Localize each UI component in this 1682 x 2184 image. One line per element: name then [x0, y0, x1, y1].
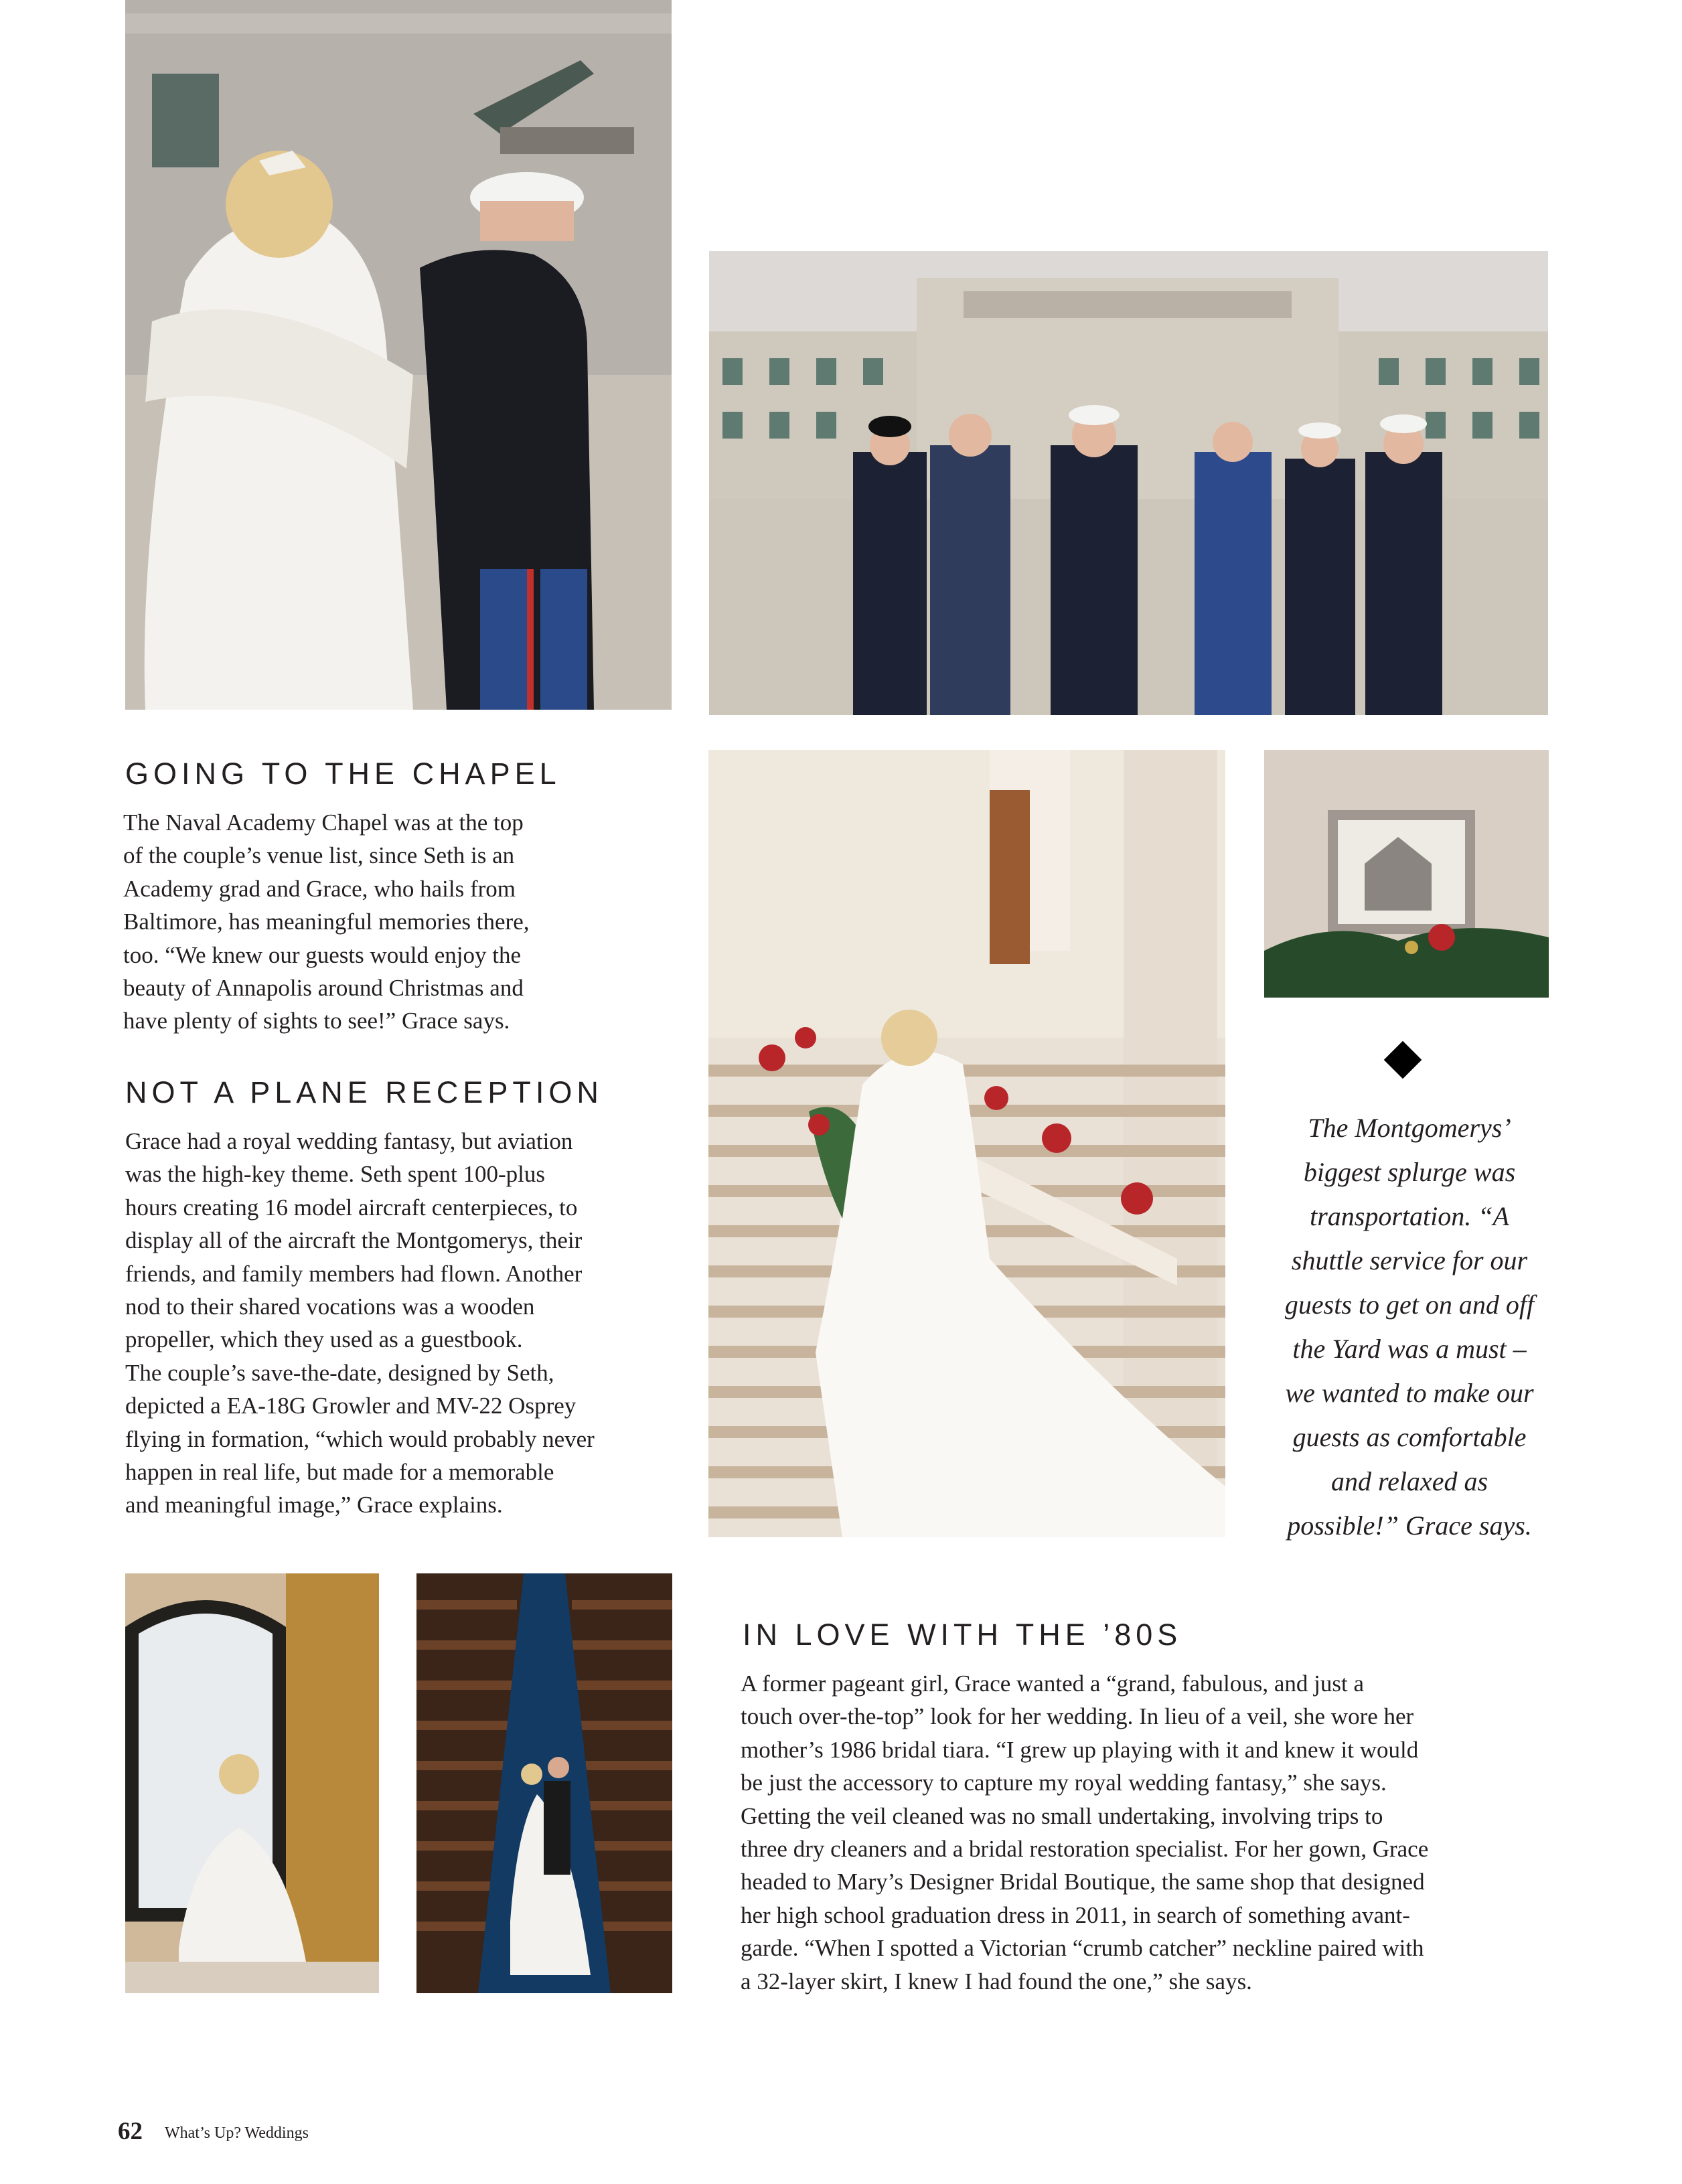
reception-line: happen in real life, but made for a memorable	[125, 1459, 554, 1486]
reception-line: propeller, which they used as a guestbook.	[125, 1326, 523, 1353]
reception-line: nod to their shared vocations was a wooden	[125, 1294, 535, 1320]
pull-quote-line: biggest splurge was	[1303, 1157, 1516, 1187]
eighties-line: A former pageant girl, Grace wanted a “grand, fabulous, and just a	[741, 1670, 1365, 1697]
eighties-line: Getting the veil cleaned was no small undertaking, involving trips to	[741, 1802, 1383, 1829]
pull-quote-line: we wanted to make our	[1285, 1378, 1534, 1408]
pull-quote-line: shuttle service for our	[1291, 1245, 1528, 1275]
chapel-line: of the couple’s venue list, since Seth is an	[123, 842, 515, 869]
pull-quote-line: the Yard was a must –	[1292, 1334, 1527, 1364]
pull-quote-line: possible!” Grace says.	[1287, 1510, 1532, 1541]
photo-bride-on-stairs	[708, 750, 1225, 1537]
pull-quote-line: transportation. “A	[1310, 1201, 1509, 1231]
chapel-line: beauty of Annapolis around Christmas and	[123, 975, 524, 1002]
eighties-line: three dry cleaners and a bridal restoration specialist. For her gown, Grace	[741, 1836, 1429, 1863]
reception-line: depicted a EA-18G Growler and MV-22 Osprey	[125, 1393, 577, 1419]
reception-line: was the high-key theme. Seth spent 100-plus	[125, 1161, 545, 1188]
eighties-line: her high school graduation dress in 2011, in search of something avant-	[741, 1901, 1410, 1928]
pull-quote	[1259, 1106, 1560, 1548]
chapel-line: Baltimore, has meaningful memories there,	[123, 909, 530, 935]
pull-quote-line: guests as comfortable	[1292, 1422, 1527, 1452]
reception-line: display all of the aircraft the Montgomerys, their	[125, 1227, 583, 1254]
reception-line: friends, and family members had flown. Another	[125, 1260, 583, 1287]
reception-line: flying in formation, “which would probably never	[125, 1425, 595, 1452]
chapel-line: too. “We knew our guests would enjoy the	[123, 941, 522, 968]
eighties-line: a 32-layer skirt, I knew I had found the one,” she says.	[741, 1968, 1252, 1995]
chapel-line: Academy grad and Grace, who hails from	[123, 875, 516, 902]
photo-couple-walking	[125, 0, 672, 710]
photo-groomsmen	[709, 251, 1548, 715]
page-number: 62	[118, 2118, 143, 2145]
chapel-line: have plenty of sights to see!” Grace says.	[123, 1008, 510, 1034]
heading-not-a-plane-reception: NOT A PLANE RECEPTION	[125, 1075, 603, 1109]
publication-name: What’s Up? Weddings	[165, 2124, 309, 2142]
reception-body-text	[125, 1125, 595, 1522]
photo-bride-by-window	[125, 1573, 379, 1993]
reception-line: and meaningful image,” Grace explains.	[125, 1492, 503, 1518]
chapel-line: The Naval Academy Chapel was at the top	[123, 809, 524, 836]
eighties-line: be just the accessory to capture my royal wedding fantasy,” she says.	[741, 1770, 1387, 1796]
reception-line: The couple’s save-the-date, designed by Seth,	[125, 1359, 554, 1386]
pull-quote-line: The Montgomerys’	[1308, 1113, 1511, 1143]
heading-in-love-with-the-80s: IN LOVE WITH THE ’80S	[743, 1618, 1182, 1652]
eighties-line: touch over-the-top” look for her wedding. In lieu of a veil, she wore her	[741, 1703, 1414, 1730]
photo-framed-sketch	[1264, 750, 1549, 998]
eighties-line: mother’s 1986 bridal tiara. “I grew up playing with it and knew it would	[741, 1736, 1419, 1763]
chapel-body-text	[123, 806, 529, 1038]
reception-line: hours creating 16 model aircraft centerpieces, to	[125, 1194, 578, 1221]
reception-line: Grace had a royal wedding fantasy, but aviation	[125, 1128, 573, 1154]
pull-quote-line: and relaxed as	[1330, 1466, 1488, 1496]
heading-going-to-the-chapel: GOING TO THE CHAPEL	[125, 757, 561, 791]
eighties-line: garde. “When I spotted a Victorian “crumb catcher” neckline paired with	[741, 1935, 1424, 1962]
eighties-line: headed to Mary’s Designer Bridal Boutique, the same shop that designed	[741, 1869, 1425, 1895]
diamond-ornament	[1384, 1041, 1422, 1079]
eighties-body-text	[741, 1667, 1428, 1998]
photo-chapel-aisle	[416, 1573, 672, 1993]
pull-quote-line: guests to get on and off	[1284, 1290, 1535, 1320]
